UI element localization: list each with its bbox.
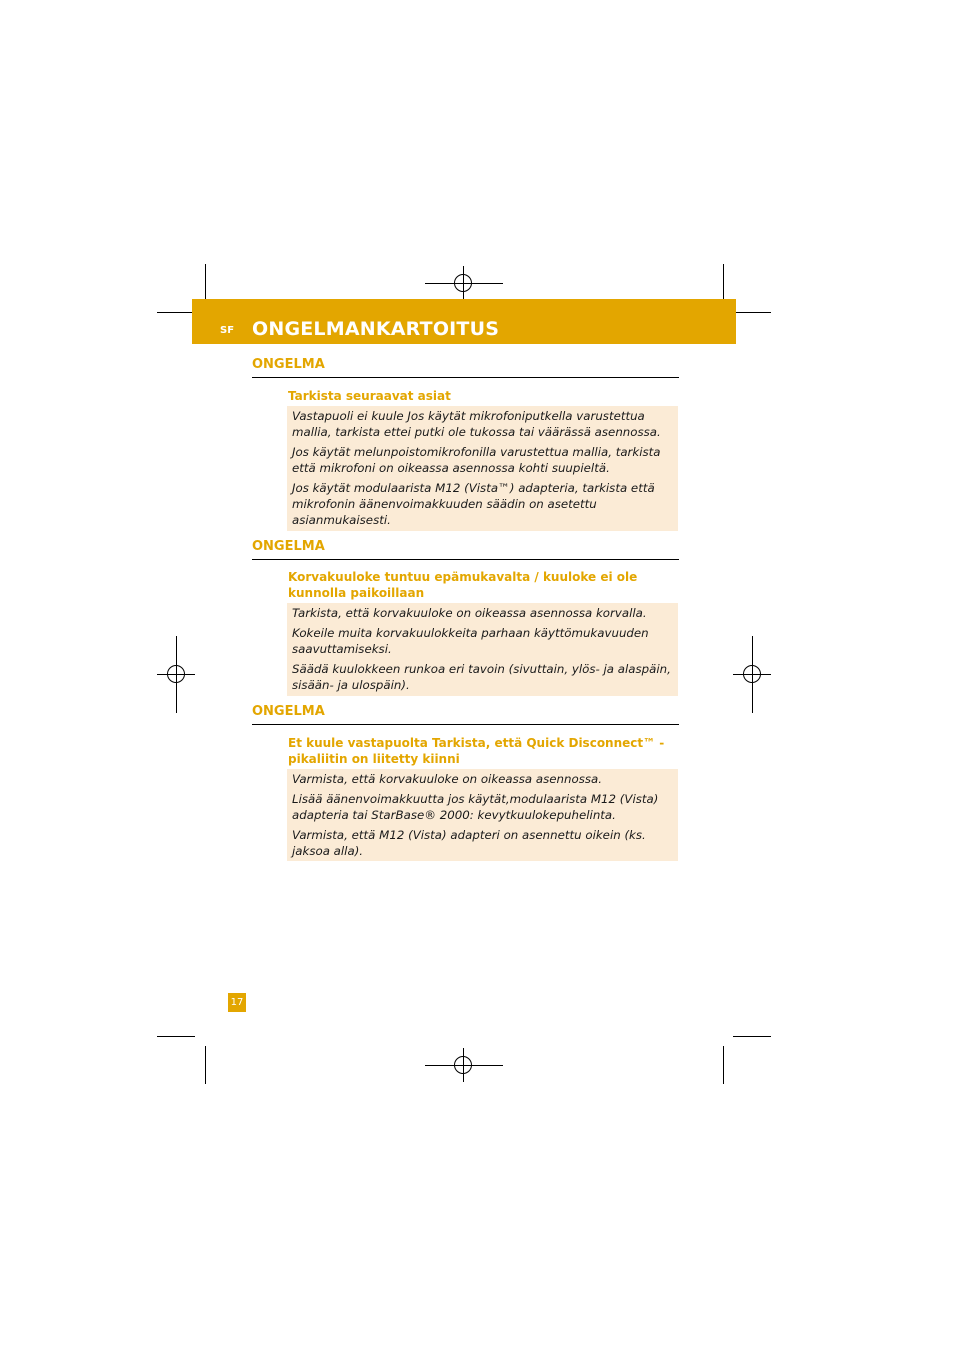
crop-mark <box>205 1046 206 1084</box>
solution-box <box>287 603 678 696</box>
solution-box <box>287 769 678 861</box>
solution-item: Tarkista, että korvakuuloke on oikeassa asennossa korvalla. <box>292 606 647 620</box>
crop-mark <box>205 264 206 302</box>
crop-mark <box>723 264 724 302</box>
section-heading: ONGELMA <box>252 539 679 560</box>
crop-mark <box>723 1046 724 1084</box>
solution-item: Varmista, että M12 (Vista) adapteri on asennettu oikein (ks. jaksoa alla). <box>292 828 646 858</box>
solution-item: Varmista, että korvakuuloke on oikeassa asennossa. <box>292 772 602 786</box>
crop-mark <box>157 312 195 313</box>
solution-item: Lisää äänenvoimakkuutta jos käytät,modulaarista M12 (Vista) adapteria tai StarBase® 2000: kevytkuulokepuhelinta. <box>292 792 659 822</box>
crop-mark <box>733 1036 771 1037</box>
solution-box <box>287 406 678 531</box>
registration-circle <box>167 665 185 683</box>
registration-circle <box>743 665 761 683</box>
section-subheading: Tarkista seuraavat asiat <box>288 389 451 403</box>
solution-item: Vastapuoli ei kuule Jos käytät mikrofoniputkella varustettua mallia, tarkista ettei putki ole tukossa tai väärässä asennossa. <box>292 409 661 439</box>
solution-item: Jos käytät melunpoistomikrofonilla varustettua mallia, tarkista että mikrofoni on oikeassa asennossa kohti suupieltä. <box>292 445 661 475</box>
solution-item: Säädä kuulokkeen runkoa eri tavoin (sivuttain, ylös- ja alaspäin, sisään- ja ulospäin). <box>292 662 671 692</box>
section-subheading: Korvakuuloke tuntuu epämukavalta / kuuloke ei ole kunnolla paikoillaan <box>288 570 638 600</box>
section-subheading: Et kuule vastapuolta Tarkista, että Quick Disconnect™ -pikaliitin on liitetty kiinni <box>288 736 665 766</box>
registration-circle <box>454 1056 472 1074</box>
registration-circle <box>454 274 472 292</box>
language-code: SF <box>220 325 235 336</box>
solution-item: Kokeile muita korvakuulokkeita parhaan käyttömukavuuden saavuttamiseksi. <box>292 626 649 656</box>
crop-mark <box>733 312 771 313</box>
crop-mark <box>157 1036 195 1037</box>
page-number: 17 <box>228 993 246 1012</box>
section-heading: ONGELMA <box>252 704 679 725</box>
page-title: ONGELMANKARTOITUS <box>252 318 500 340</box>
solution-item: Jos käytät modulaarista M12 (Vista™) adapteria, tarkista että mikrofonin äänenvoimakkuuden säädin on asetettu asianmukaisesti. <box>292 481 655 527</box>
section-heading: ONGELMA <box>252 357 679 378</box>
